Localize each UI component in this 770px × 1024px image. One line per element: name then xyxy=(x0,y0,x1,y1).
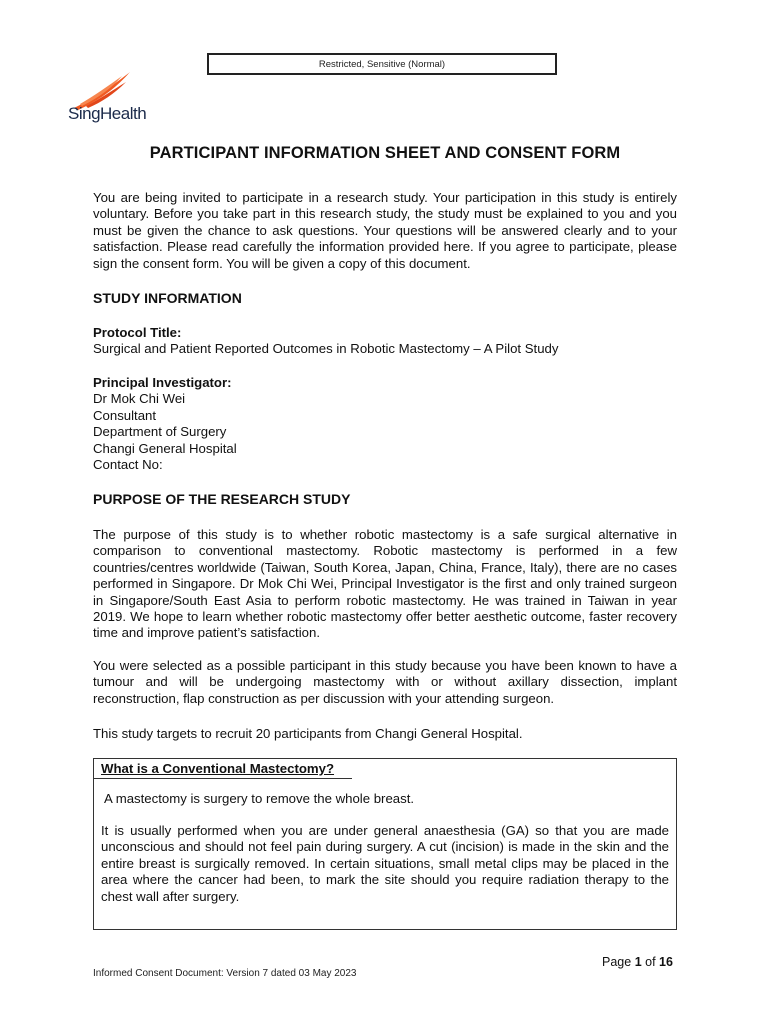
purpose-paragraph-2: You were selected as a possible participant in this study because you have been known to have a tumour and will be undergoing mastectomy with or without axillary dissection, implant reconstruction, flap construction as per discussion with your attending surgeon. xyxy=(93,658,677,706)
protocol-title: Surgical and Patient Reported Outcomes in Robotic Mastectomy – A Pilot Study xyxy=(93,341,559,357)
pi-role: Consultant xyxy=(93,407,157,423)
info-box-divider xyxy=(94,778,352,779)
purpose-heading: PURPOSE OF THE RESEARCH STUDY xyxy=(93,491,351,507)
pi-department: Department of Surgery xyxy=(93,424,227,440)
page-of: of xyxy=(645,955,656,969)
page-total: 16 xyxy=(659,955,673,969)
singhealth-logo xyxy=(68,70,158,128)
page-title: PARTICIPANT INFORMATION SHEET AND CONSENT FORM xyxy=(149,144,621,162)
pi-name: Dr Mok Chi Wei xyxy=(93,391,186,407)
protocol-section xyxy=(93,325,677,358)
page-word: Page xyxy=(602,955,632,969)
pi-label: Principal Investigator: xyxy=(93,375,232,390)
classification-label: Restricted, Sensitive (Normal) xyxy=(207,53,557,75)
principal-investigator-section xyxy=(93,375,677,473)
purpose-paragraph-3: This study targets to recruit 20 participants from Changi General Hospital. xyxy=(93,726,523,741)
info-box-paragraph-1: A mastectomy is surgery to remove the whole breast. xyxy=(104,791,415,806)
info-box-title: What is a Conventional Mastectomy? xyxy=(101,761,335,776)
info-box-paragraph-2: It is usually performed when you are under general anaesthesia (GA) so that you are made unconscious and should not feel pain during surgery. A cut (incision) is made in the skin and the entire breast is surgically removed. In certain situations, small metal clips may be placed in the area where the cancer had been, to mark the site should you require radiation therapy to the chest wall after surgery. xyxy=(101,823,669,904)
purpose-paragraph-1: The purpose of this study is to whether robotic mastectomy is a safe surgical alternative in comparison to conventional mastectomy. Robotic mastectomy is performed in a few countries/centres worldwide (Taiwan, South Korea, Japan, China, France, Italy), there are no cases performed in Singapore. Dr Mok Chi Wei, Principal Investigator is the first and only trained surgeon in Singapore/South East Asia to perform robotic mastectomy. He was trained in Taiwan in year 2019. We hope to learn whether robotic mastectomy offer better aesthetic outcome, faster recovery time and improve patient’s satisfaction. xyxy=(93,527,677,641)
intro-paragraph: You are being invited to participate in a research study. Your participation in this study is entirely voluntary. Before you take part in this research study, the study must be explained to you and you must be given the chance to ask questions. Your questions will be answered clearly and to your satisfaction. Please read carefully the information provided here. If you agree to participate, please sign the consent form. You will be given a copy of this document. xyxy=(93,190,677,271)
pi-contact: Contact No: xyxy=(93,457,163,473)
pi-hospital: Changi General Hospital xyxy=(93,440,237,456)
logo-text: SingHealth xyxy=(68,104,147,123)
document-version-footer: Informed Consent Document: Version 7 dated 03 May 2023 xyxy=(93,968,357,979)
info-box-conventional-mastectomy xyxy=(93,758,677,930)
study-information-heading: STUDY INFORMATION xyxy=(93,290,242,306)
protocol-label: Protocol Title: xyxy=(93,325,182,340)
page-number xyxy=(602,955,673,969)
page-current: 1 xyxy=(634,955,642,969)
